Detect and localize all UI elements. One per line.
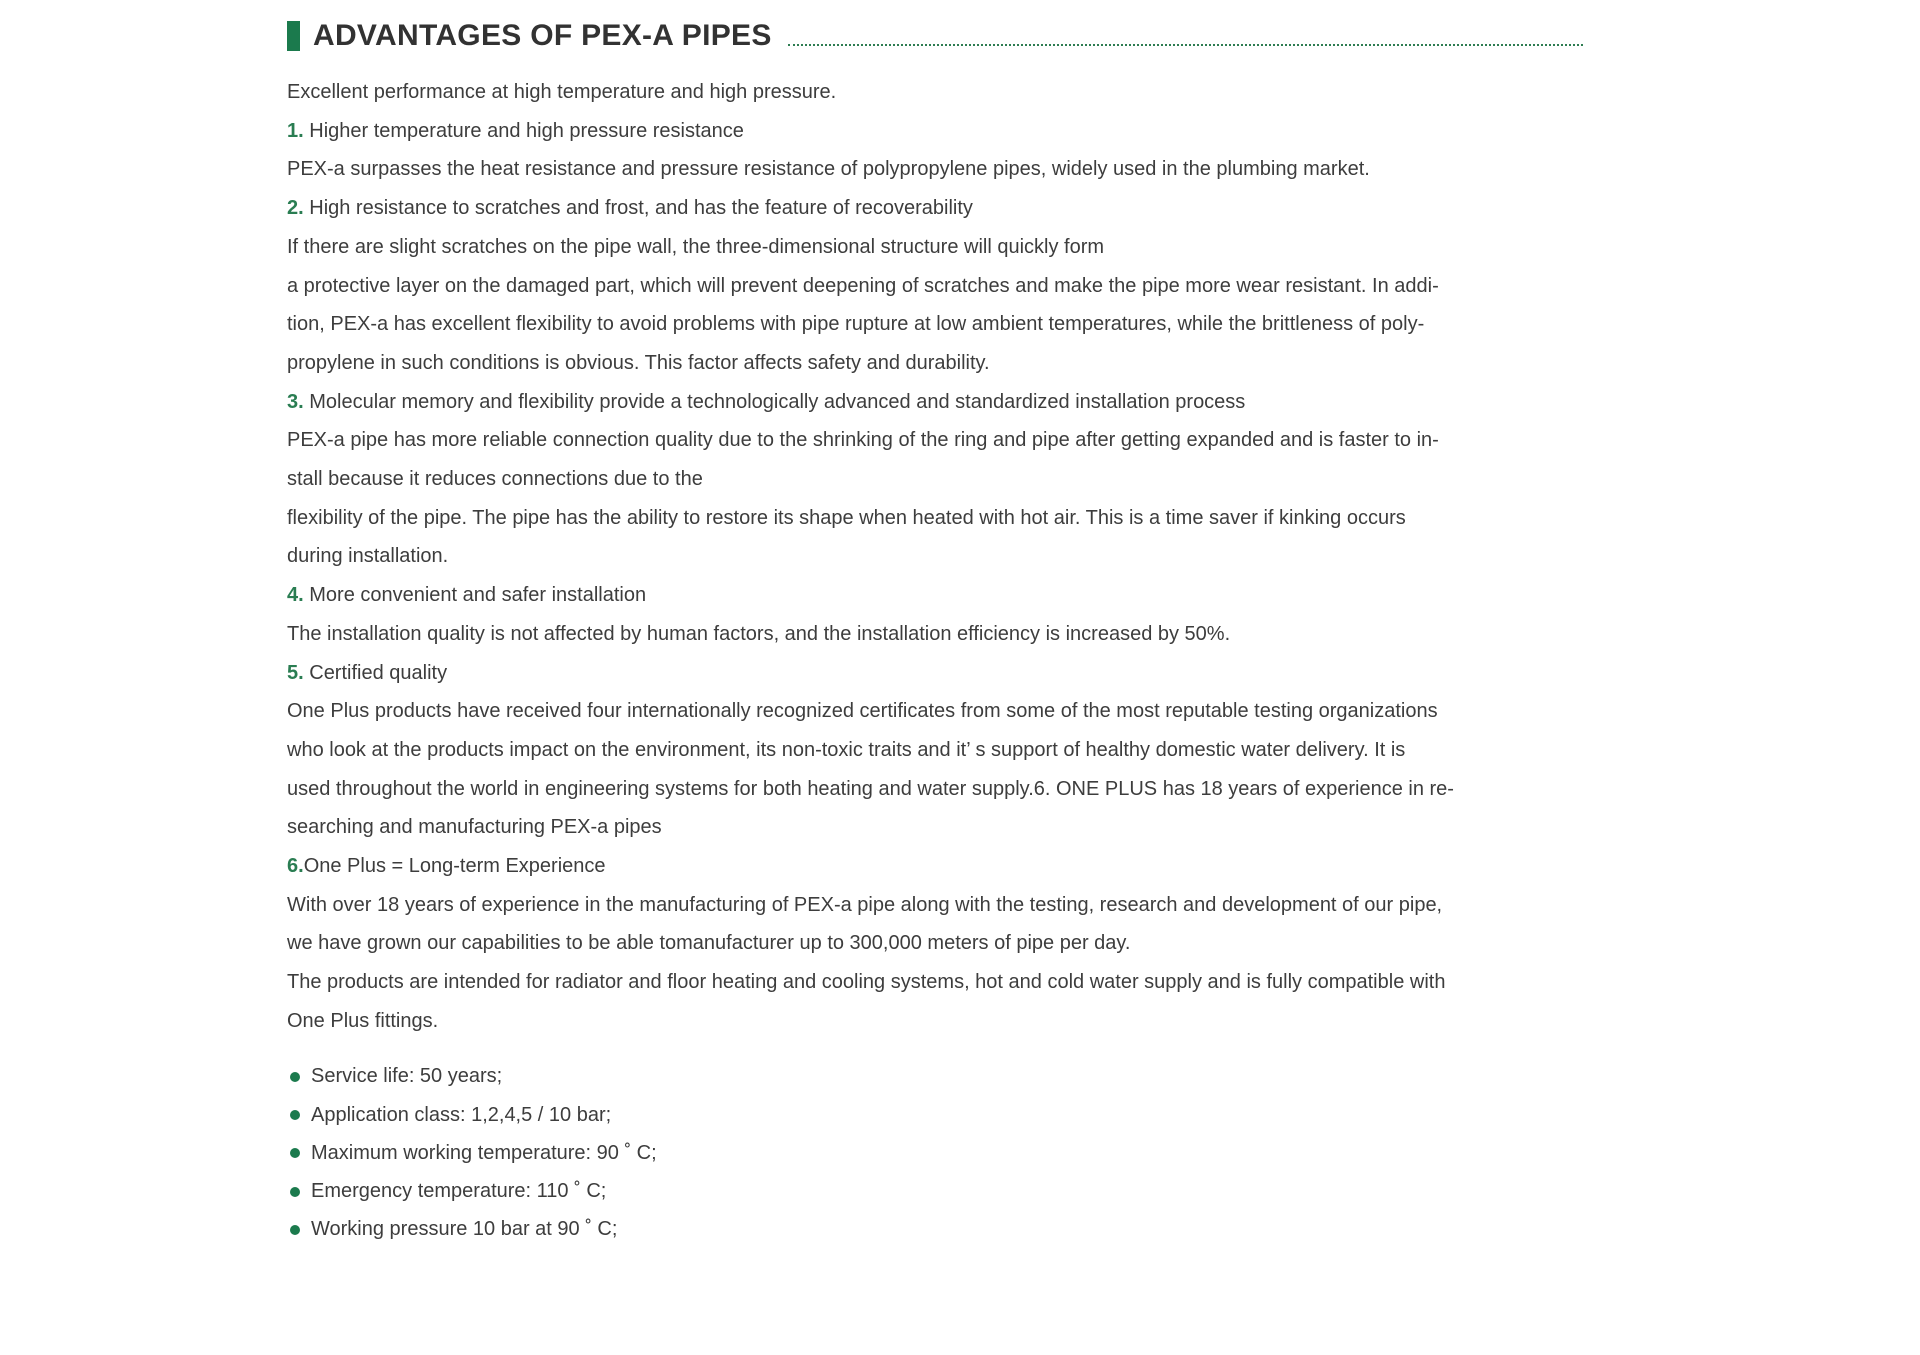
text-line-content: searching and manufacturing PEX-a pipes xyxy=(287,816,662,839)
list-item xyxy=(287,1211,1583,1249)
text-line xyxy=(287,808,1583,847)
text-line-content: PEX-a pipe has more reliable connection quality due to the shrinking of the ring and pipe after getting expanded and is faster to in- xyxy=(287,429,1439,452)
text-line-content: PEX-a surpasses the heat resistance and pressure resistance of polypropylene pipes, widely used in the plumbing market. xyxy=(287,158,1370,181)
text-line-content: propylene in such conditions is obvious. This factor affects safety and durability. xyxy=(287,351,990,374)
text-line xyxy=(287,189,1583,228)
text-line xyxy=(287,847,1583,886)
bullet-text: Working pressure 10 bar at 90 ˚ C; xyxy=(311,1218,618,1241)
text-line-content: More convenient and safer installation xyxy=(303,584,647,607)
list-item xyxy=(287,1096,1583,1134)
text-line xyxy=(287,654,1583,693)
text-line-content: used throughout the world in engineering systems for both heating and water supply.6. ONE PLUS has 18 years of experience in re- xyxy=(287,777,1454,800)
text-line xyxy=(287,615,1583,654)
list-item xyxy=(287,1172,1583,1210)
list-number: 2. xyxy=(287,197,304,220)
bullet-dot-icon xyxy=(290,1225,300,1235)
text-line-content: The installation quality is not affected by human factors, and the installation efficiency is increased by 50%. xyxy=(287,622,1231,645)
text-line-content: stall because it reduces connections due to the xyxy=(287,468,703,491)
bullet-text: Application class: 1,2,4,5 / 10 bar; xyxy=(311,1103,612,1126)
text-line-content: Excellent performance at high temperature and high pressure. xyxy=(287,81,837,103)
text-line xyxy=(287,963,1583,1002)
text-line xyxy=(287,731,1583,770)
text-line-content: Molecular memory and flexibility provide a technologically advanced and standardized installation process xyxy=(303,390,1246,413)
text-line-content: Certified quality xyxy=(303,661,448,684)
text-line xyxy=(287,924,1583,963)
text-line xyxy=(287,383,1583,422)
text-line-content: a protective layer on the damaged part, which will prevent deepening of scratches and make the pipe more wear resistant. In addi- xyxy=(287,274,1439,297)
list-number: 4. xyxy=(287,584,304,607)
text-line xyxy=(287,692,1583,731)
bullet-text: Service life: 50 years; xyxy=(311,1065,503,1088)
spec-bullet-list xyxy=(287,1058,1583,1249)
text-line-content: One Plus fittings. xyxy=(287,1009,439,1032)
text-line xyxy=(287,770,1583,809)
text-line-content: flexibility of the pipe. The pipe has the ability to restore its shape when heated with hot air. This is a time saver if kinking occurs xyxy=(287,506,1406,529)
text-line xyxy=(287,228,1583,267)
text-line-content: One Plus = Long-term Experience xyxy=(303,855,606,878)
text-line-content: With over 18 years of experience in the manufacturing of PEX-a pipe along with the testing, research and development of our pipe, xyxy=(287,893,1443,916)
text-line-content: High resistance to scratches and frost, and has the feature of recoverability xyxy=(303,197,973,220)
dotted-leader-line xyxy=(788,44,1583,46)
text-line-content: who look at the products impact on the environment, its non-toxic traits and it’ s support of healthy domestic water delivery. It is xyxy=(287,738,1406,761)
list-item xyxy=(287,1134,1583,1172)
heading-accent-bar xyxy=(287,21,300,51)
text-line-content: we have grown our capabilities to be able tomanufacturer up to 300,000 meters of pipe per day. xyxy=(287,932,1131,955)
bullet-text: Emergency temperature: 110 ˚ C; xyxy=(311,1180,607,1203)
list-number: 5. xyxy=(287,661,304,684)
text-line xyxy=(287,112,1583,151)
text-line xyxy=(287,150,1583,189)
text-line-content: One Plus products have received four internationally recognized certificates from some of the most reputable testing organizations xyxy=(287,700,1438,723)
bullet-dot-icon xyxy=(290,1072,300,1082)
text-line xyxy=(287,344,1583,383)
page-content xyxy=(287,16,1583,1249)
text-line xyxy=(287,499,1583,538)
text-line xyxy=(287,460,1583,499)
text-line xyxy=(287,73,1583,112)
text-line-content: during installation. xyxy=(287,545,449,568)
text-line-content: The products are intended for radiator and floor heating and cooling systems, hot and cold water supply and is fully compatible with xyxy=(287,971,1446,994)
bullet-text: Maximum working temperature: 90 ˚ C; xyxy=(311,1141,657,1164)
text-line-content: tion, PEX-a has excellent flexibility to avoid problems with pipe rupture at low ambient temperatures, while the brittleness of poly- xyxy=(287,313,1425,336)
section-heading xyxy=(287,16,1583,56)
list-number: 1. xyxy=(287,119,304,142)
text-line xyxy=(287,886,1583,925)
list-number: 6. xyxy=(287,855,304,878)
text-line xyxy=(287,537,1583,576)
text-line-content: If there are slight scratches on the pipe wall, the three-dimensional structure will quickly form xyxy=(287,235,1105,258)
page-title: ADVANTAGES OF PEX-A PIPES xyxy=(313,19,772,52)
text-line-content: Higher temperature and high pressure resistance xyxy=(303,119,744,142)
bullet-dot-icon xyxy=(290,1187,300,1197)
list-item xyxy=(287,1058,1583,1096)
text-line xyxy=(287,576,1583,615)
text-line xyxy=(287,1002,1583,1041)
text-line xyxy=(287,421,1583,460)
body-text-block xyxy=(287,73,1583,1041)
bullet-dot-icon xyxy=(290,1110,300,1120)
bullet-dot-icon xyxy=(290,1148,300,1158)
list-number: 3. xyxy=(287,390,304,413)
text-line xyxy=(287,305,1583,344)
text-line xyxy=(287,267,1583,306)
